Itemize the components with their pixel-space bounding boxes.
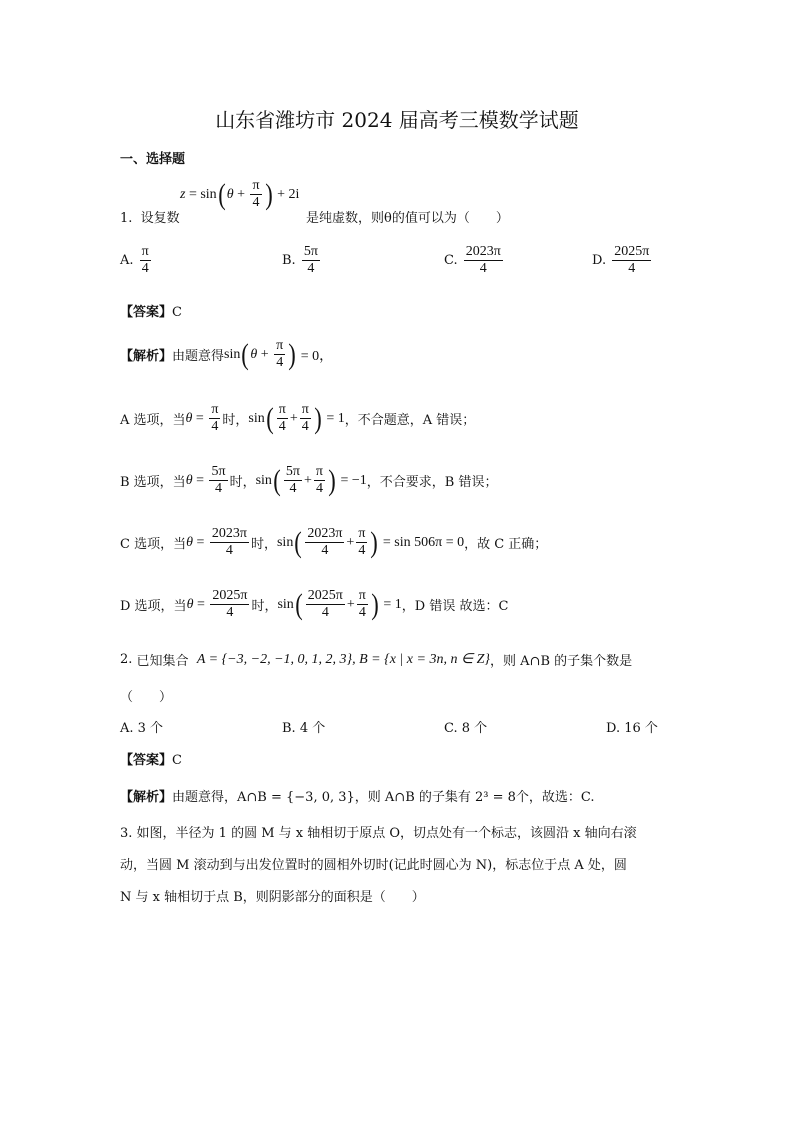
option-numerator: 5π	[303, 244, 318, 259]
q2-set-a: A = {−3, −2, −1, 0, 1, 2, 3}	[196, 651, 353, 667]
q1-option-a	[120, 244, 153, 277]
answer-value: C	[172, 305, 182, 320]
q2-option-d: D. 16 个	[606, 721, 658, 736]
line-lead: D 选项，当	[120, 599, 187, 614]
line-tail: ，不合要求，B 错误；	[366, 475, 498, 490]
q2-option-a: A. 3 个	[120, 721, 164, 736]
q2-option-b: B. 4 个	[282, 721, 326, 736]
line-tail: ，不合题意，A 错误；	[344, 413, 476, 428]
q3-line-1	[120, 822, 637, 841]
q2-analysis	[120, 786, 595, 805]
option-letter: D.	[592, 253, 607, 268]
option-numerator: π	[141, 244, 149, 259]
analysis-lead: 由题意得	[172, 349, 225, 364]
analysis-label: 【解析】	[120, 790, 173, 805]
answer-value: C	[172, 753, 182, 768]
q2-answer	[120, 749, 182, 768]
q1-line-c: C 选项，当 θ = $\frac{2023\pi}{4}$ 时， sin ( $\frac{2023\pi}{4}$ + $\frac{\pi}{4}$ ) = sin 506π = 0 ，故 C 正确；	[120, 525, 548, 559]
q1-line-b: B 选项，当 θ = $\frac{5\pi}{4}$ 时， sin ( $\frac{5\pi}{4}$ + $\frac{\pi}{4}$ ) = −1 ，不合要求，B 错误；	[120, 463, 498, 497]
q2-set-b: , B = {x | x = 3n, n ∈ Z}	[352, 652, 491, 667]
analysis-label: 【解析】	[120, 349, 173, 364]
q1-answer	[120, 301, 182, 320]
line-tail: ，D 错误 故选：C	[401, 599, 509, 614]
section-heading: 一、选择题	[120, 152, 186, 167]
q1-stem	[120, 207, 180, 226]
answer-label: 【答案】	[120, 305, 173, 320]
q2-tail: ，则 A∩B 的子集个数是	[490, 654, 633, 669]
option-denominator: 4	[302, 260, 320, 277]
option-denominator: 4	[612, 260, 651, 277]
q1-number: 1.	[120, 211, 133, 226]
line-lead: C 选项，当	[120, 537, 187, 552]
option-denominator: 4	[140, 260, 151, 277]
q3-text-1: 如图，半径为 1 的圆 M 与 x 轴相切于原点 O，切点处有一个标志，该圆沿 x 轴向右滚	[136, 826, 637, 841]
option-denominator: 4	[464, 260, 503, 277]
q1-option-d	[592, 244, 653, 277]
q1-tail: 是纯虚数，则θ的值可以为（ ）	[306, 211, 509, 226]
analysis-text: 由题意得，A∩B = {−3, 0, 3}，则 A∩B 的子集有 2³ = 8个，故选：C.	[172, 790, 595, 805]
q2-option-c: C. 8 个	[444, 721, 488, 736]
q1-option-c	[444, 244, 505, 277]
line-tail: ，故 C 正确；	[464, 537, 548, 552]
page-title: 山东省潍坊市 2024 届高考三模数学试题	[215, 108, 579, 132]
q1-option-b	[282, 244, 322, 277]
option-letter: C.	[444, 253, 458, 268]
q1-lead: 设复数	[140, 211, 180, 226]
q2-stem	[120, 650, 632, 669]
q2-paren: （ ）	[120, 690, 173, 705]
q2-lead: 已知集合	[136, 654, 189, 669]
line-lead: A 选项，当	[120, 413, 186, 428]
q1-line-d: D 选项，当 θ = $\frac{2025\pi}{4}$ 时， sin ( $\frac{2025\pi}{4}$ + $\frac{\pi}{4}$ ) = 1 ，D 错误 故选：C	[120, 587, 509, 621]
answer-label: 【答案】	[120, 753, 173, 768]
line-lead: B 选项，当	[120, 475, 186, 490]
option-numerator: 2023π	[465, 244, 501, 259]
option-letter: A.	[120, 253, 134, 268]
q1-analysis: 【解析】 由题意得 sin ( θ + $\frac{\pi}{4}$ ) = 0，	[120, 337, 334, 371]
q2-number: 2.	[120, 652, 133, 667]
q1-line-a: A 选项，当 θ = $\frac{\pi}{4}$ 时， sin ( $\frac{\pi}{4}$ + $\frac{\pi}{4}$ ) = 1 ，不合题意，A 错误；	[120, 401, 476, 435]
q3-line-3: N 与 x 轴相切于点 B，则阴影部分的面积是（ ）	[120, 890, 425, 905]
q1-formula: z = sin ( θ + $\frac{\pi}{4}$ ) + 2i	[180, 177, 300, 211]
option-letter: B.	[282, 253, 296, 268]
option-numerator: 2025π	[614, 244, 650, 259]
q3-number: 3.	[120, 826, 133, 841]
q3-line-2: 动，当圆 M 滚动到与出发位置时的圆相外切时(记此时圆心为 N)，标志位于点 A 处，圆	[120, 858, 627, 873]
